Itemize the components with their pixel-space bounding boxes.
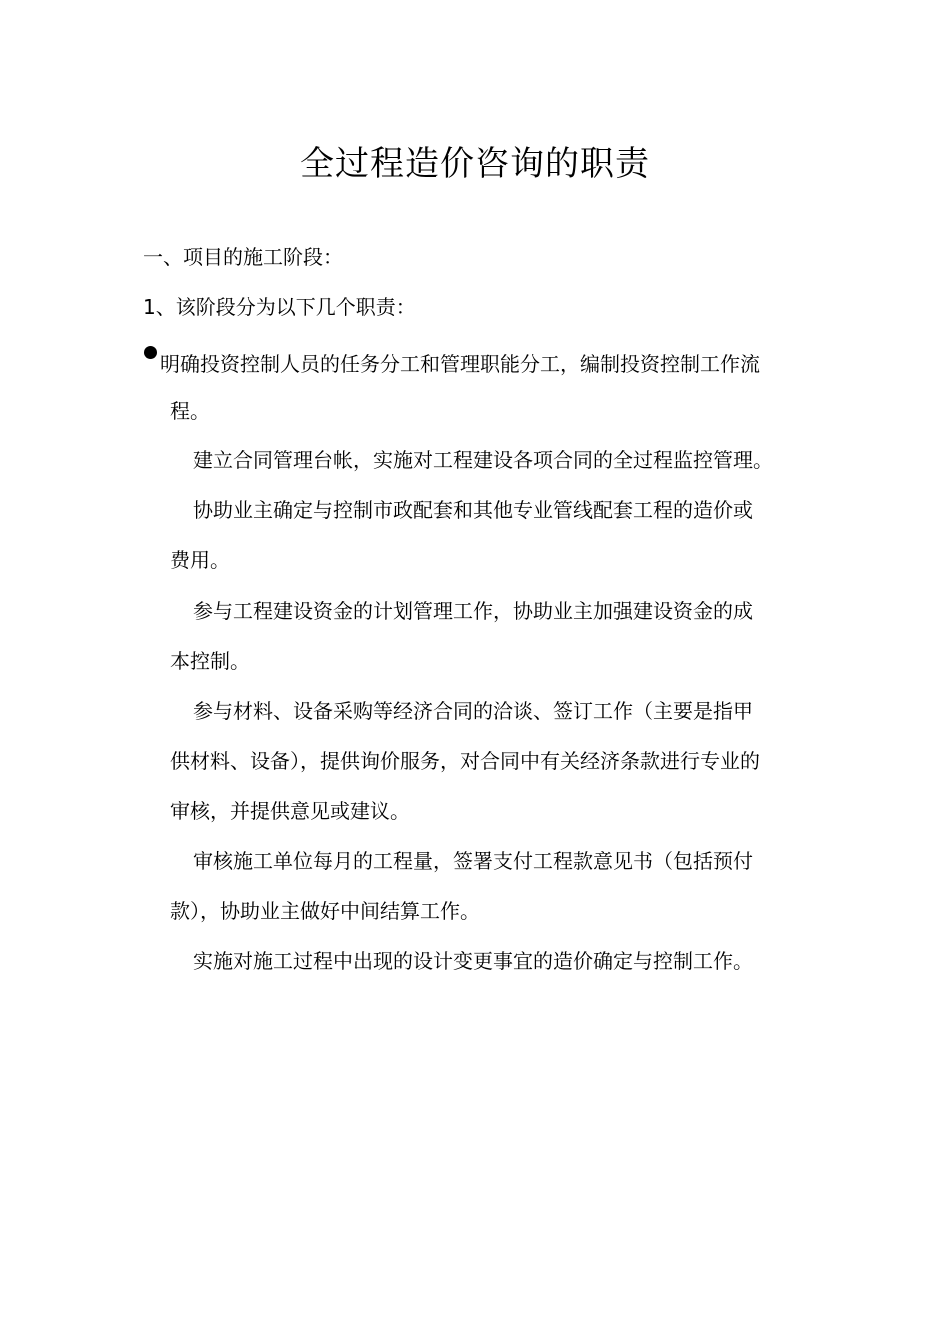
paragraph-3-line-2: 本控制。 (170, 649, 250, 673)
bullet-icon (144, 346, 157, 359)
paragraph-6-line-1: 实施对施工过程中出现的设计变更事宜的造价确定与控制工作。 (193, 949, 753, 973)
bullet-item-line-2: 程。 (170, 399, 210, 423)
paragraph-1-line-1: 建立合同管理台帐，实施对工程建设各项合同的全过程监控管理。 (193, 448, 773, 472)
paragraph-2-line-1: 协助业主确定与控制市政配套和其他专业管线配套工程的造价或 (193, 498, 753, 522)
paragraph-4-line-1: 参与材料、设备采购等经济合同的洽谈、签订工作（主要是指甲 (193, 699, 753, 723)
section-heading: 一、项目的施工阶段： (143, 245, 343, 269)
paragraph-4-line-3: 审核，并提供意见或建议。 (170, 799, 410, 823)
document-title: 全过程造价咨询的职责 (300, 144, 650, 184)
paragraph-4-line-2: 供材料、设备），提供询价服务，对合同中有关经济条款进行专业的 (170, 749, 760, 773)
paragraph-2-line-2: 费用。 (170, 548, 230, 572)
paragraph-5-line-1: 审核施工单位每月的工程量，签署支付工程款意见书（包括预付 (193, 849, 753, 873)
paragraph-5-line-2: 款），协助业主做好中间结算工作。 (170, 899, 480, 923)
bullet-item-line-1: 明确投资控制人员的任务分工和管理职能分工，编制投资控制工作流 (160, 352, 760, 376)
subsection-heading: 1、该阶段分为以下几个职责： (143, 295, 416, 319)
paragraph-3-line-1: 参与工程建设资金的计划管理工作，协助业主加强建设资金的成 (193, 599, 753, 623)
